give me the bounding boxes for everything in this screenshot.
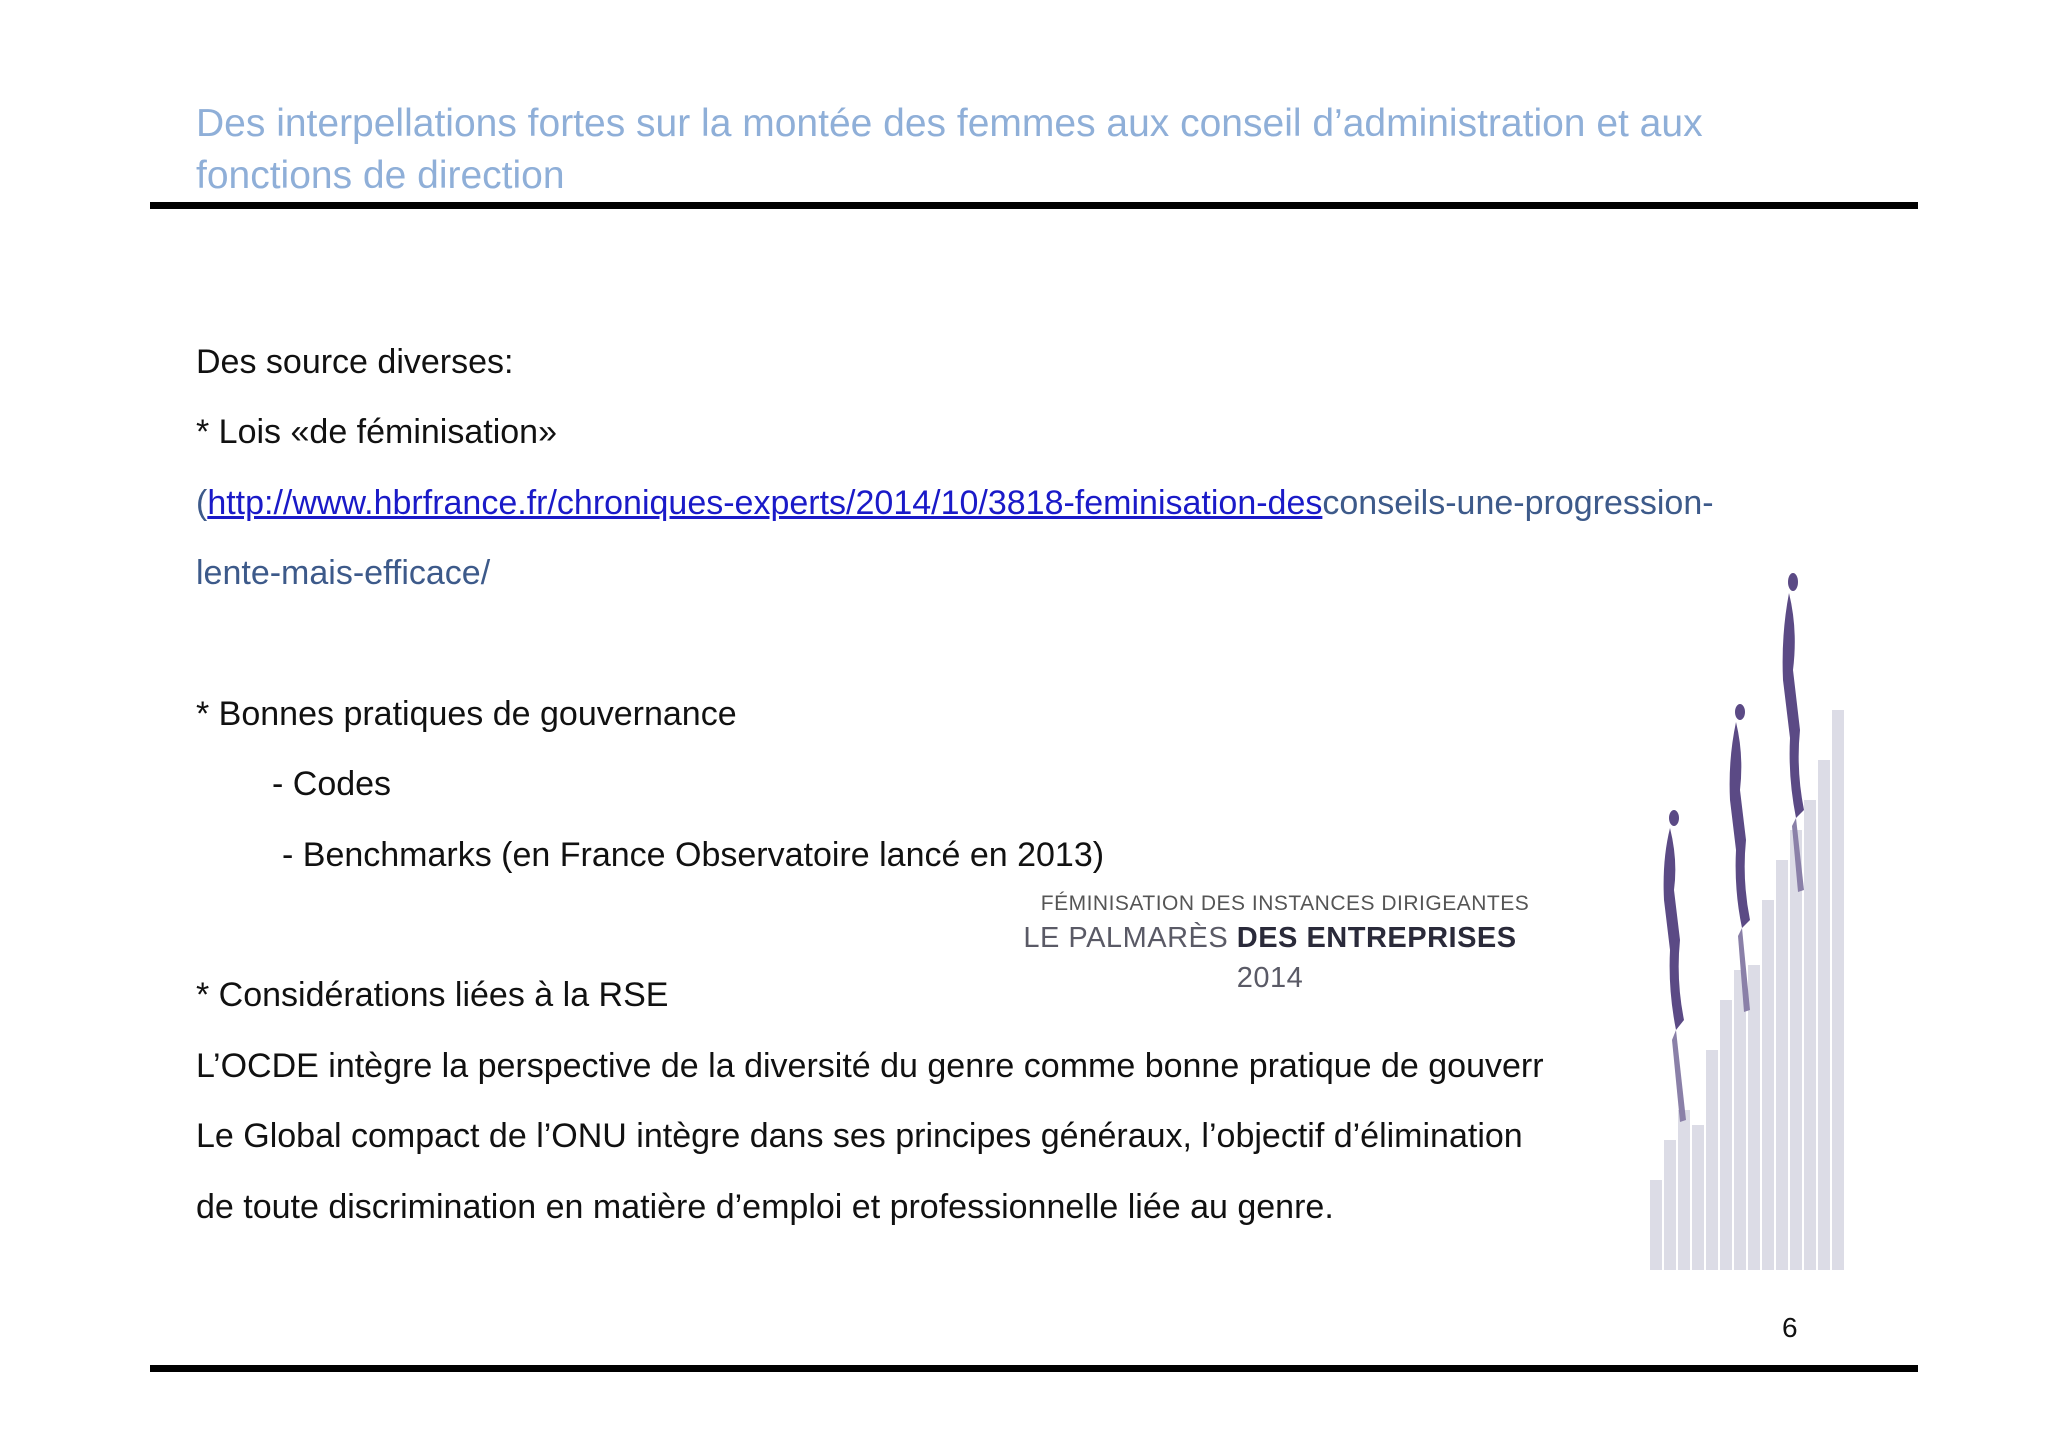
top-divider (150, 202, 1918, 209)
intro-text: Des source diverses: (196, 343, 514, 381)
rse-bullet: * Considérations liées à la RSE (196, 976, 669, 1014)
lois-bullet: * Lois «de féminisation» (196, 413, 558, 451)
slide-title-line1: Des interpellations fortes sur la montée des femmes aux conseil d’administration et aux (196, 102, 1703, 145)
logo-title-bold: DES ENTREPRISES (1236, 922, 1517, 954)
logo-title (1010, 918, 1530, 998)
page-number: 6 (1782, 1312, 1798, 1343)
codes-item: - Codes (272, 765, 392, 803)
slide-title-line2: fonctions de direction (196, 154, 565, 197)
bonnes-pratiques-bullet: * Bonnes pratiques de gouvernance (196, 695, 737, 733)
bottom-divider (150, 1365, 1918, 1372)
logo-subtitle: FÉMINISATION DES INSTANCES DIRIGEANTES (1040, 892, 1530, 915)
benchmarks-item: - Benchmarks (en France Observatoire lancé en 2013) (282, 836, 1105, 874)
logo-title-light: LE PALMARÈS (1023, 922, 1237, 954)
climbing-figure-1 (1664, 810, 1686, 1122)
palmares-logo (1010, 890, 1530, 998)
slide-title (196, 98, 1896, 202)
link-open-paren: ( (196, 484, 208, 522)
source-link-line (196, 483, 1714, 523)
discrimination-text: de toute discrimination en matière d’emploi et professionnelle liée au genre. (196, 1188, 1334, 1226)
logo-title-year: 2014 (1236, 962, 1304, 994)
ocde-text: L’OCDE intègre la perspective de la diversité du genre comme bonne pratique de gouverr (196, 1047, 1544, 1085)
climbing-figures-illustration (1650, 560, 1850, 1270)
global-compact-text: Le Global compact de l’ONU intègre dans ses principes généraux, l’objectif d’élimination (196, 1117, 1523, 1155)
climbing-figure-2 (1730, 704, 1750, 1012)
source-link-line2: lente-mais-efficace/ (196, 554, 491, 592)
source-link[interactable]: http://www.hbrfrance.fr/chroniques-experts/2014/10/3818-feminisation-des (207, 484, 1323, 522)
link-continuation: conseils-une-progression- (1322, 484, 1714, 522)
